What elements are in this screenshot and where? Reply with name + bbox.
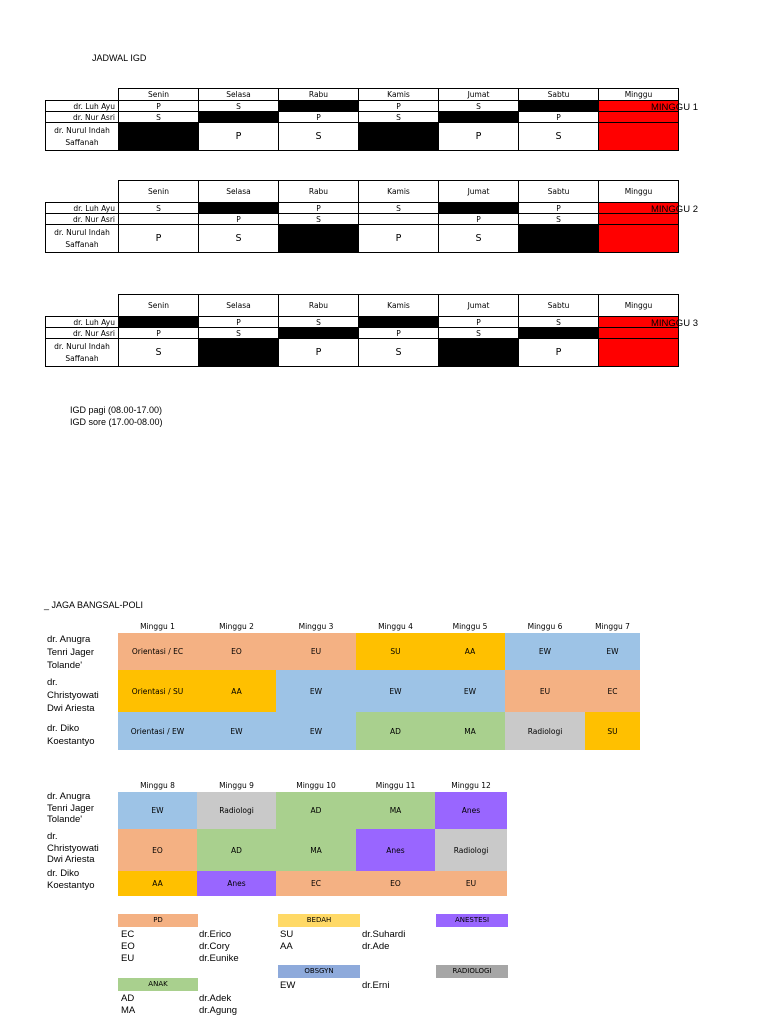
legend-obsgyn: OBSGYN [278, 965, 360, 978]
shift-cell: P [359, 225, 439, 253]
rotation-cell: AA [197, 670, 276, 712]
shift-cell: S [279, 317, 359, 328]
shift-cell: S [279, 123, 359, 151]
week-label: MINGGU 3 [651, 318, 698, 329]
shift-cell [119, 123, 199, 151]
week-header: Minggu 10 [296, 781, 336, 790]
shift-cell: S [199, 328, 279, 339]
day-header: Sabtu [519, 295, 599, 317]
jaga-table [118, 779, 507, 896]
shift-cell [599, 328, 679, 339]
jaga-doctor-name-line: dr. Diko [47, 868, 80, 879]
doctor-name [46, 339, 119, 367]
rotation-cell: EC [276, 871, 356, 896]
day-header: Selasa [199, 89, 279, 101]
day-header: Senin [119, 295, 199, 317]
jaga-doctor-name-line: Tolande' [47, 660, 83, 671]
jaga-doctor-name-line: dr. Anugra [47, 791, 91, 802]
shift-cell: S [439, 101, 519, 112]
shift-cell: P [119, 225, 199, 253]
shift-cell [199, 203, 279, 214]
rotation-cell: EW [197, 712, 276, 750]
rotation-cell: Orientasi / SU [118, 670, 197, 712]
table-row [118, 792, 507, 829]
shift-cell: S [439, 225, 519, 253]
doctor-name-line: dr. Nurul Indah [54, 227, 110, 237]
week-header: Minggu 4 [378, 622, 413, 631]
shift-cell [359, 317, 439, 328]
week-header: Minggu 8 [140, 781, 175, 790]
shift-cell [599, 339, 679, 367]
legend-radiologi: RADIOLOGI [436, 965, 508, 978]
doctor-name-line: dr. Nurul Indah [54, 341, 110, 351]
table-row [46, 123, 679, 151]
doctor-name: dr. Nur Asri [46, 328, 119, 339]
shift-cell: P [359, 101, 439, 112]
legend-anestesi: ANESTESI [436, 914, 508, 927]
shift-cell: P [279, 112, 359, 123]
rotation-cell: EO [197, 633, 276, 670]
jaga-doctor-name [47, 791, 94, 826]
igd-week-table [45, 180, 679, 253]
legend-bedah-doctor-2: dr.Ade [362, 941, 390, 952]
week-header: Minggu 3 [298, 622, 334, 631]
legend-obsgyn-code-1: EW [280, 980, 296, 991]
shift-cell: P [519, 203, 599, 214]
shift-cell [439, 339, 519, 367]
rotation-cell: Anes [197, 871, 276, 896]
jaga-doctor-name-line: Tenri Jager [47, 802, 94, 814]
rotation-cell: EO [118, 829, 197, 871]
corner-cell [46, 181, 119, 203]
rotation-cell: Radiologi [435, 829, 507, 871]
shift-cell: S [439, 328, 519, 339]
legend-pd-doctor-3: dr.Eunike [199, 953, 239, 964]
igd-note-sore: IGD sore (17.00-08.00) [70, 417, 163, 427]
jaga-title: _ JAGA BANGSAL-POLI [44, 600, 144, 610]
legend-pd-code-3: EU [121, 953, 135, 964]
table-row [46, 339, 679, 367]
rotation-cell: EW [356, 670, 435, 712]
legend-pd-code-1: EC [121, 929, 135, 940]
rotation-cell: Orientasi / EC [118, 633, 197, 670]
shift-cell [599, 214, 679, 225]
shift-cell: S [519, 214, 599, 225]
rotation-cell: EC [585, 670, 640, 712]
doctor-name-line: Saffanah [65, 239, 99, 249]
rotation-cell: EW [435, 670, 505, 712]
corner-cell [46, 89, 119, 101]
doctor-name [46, 225, 119, 253]
day-header: Jumat [439, 295, 519, 317]
igd-week-table [45, 294, 679, 367]
legend-anak: ANAK [118, 978, 198, 991]
table-row [118, 670, 640, 712]
shift-cell: S [199, 101, 279, 112]
shift-cell: S [119, 112, 199, 123]
rotation-cell: Radiologi [197, 792, 276, 829]
legend-pd-doctor-2: dr.Cory [199, 941, 230, 952]
shift-cell: P [199, 214, 279, 225]
shift-cell [439, 203, 519, 214]
day-header: Jumat [439, 89, 519, 101]
shift-cell: P [199, 123, 279, 151]
legend-pd-code-2: EO [121, 941, 135, 952]
jaga-doctor-name-line: dr. Diko [47, 723, 80, 734]
jaga-doctor-name-line: Tolande' [47, 814, 83, 825]
table-row [118, 829, 507, 871]
shift-cell [199, 339, 279, 367]
legend-anak-code-1: AD [121, 993, 135, 1004]
rotation-cell: AA [118, 871, 197, 896]
shift-cell: P [439, 123, 519, 151]
day-header: Selasa [199, 295, 279, 317]
shift-cell: P [279, 203, 359, 214]
shift-cell [599, 225, 679, 253]
day-header: Senin [119, 181, 199, 203]
rotation-cell: SU [356, 633, 435, 670]
doctor-name: dr. Nur Asri [46, 214, 119, 225]
igd-note-pagi: IGD pagi (08.00-17.00) [70, 405, 163, 415]
jaga-doctor-name [47, 722, 95, 748]
week-header: Minggu 7 [595, 622, 630, 631]
table-row [118, 712, 640, 750]
week-label: MINGGU 1 [651, 102, 698, 113]
rotation-cell: AA [435, 633, 505, 670]
legend-bedah-code-2: AA [280, 941, 293, 952]
corner-cell [46, 295, 119, 317]
shift-cell: S [279, 214, 359, 225]
day-header: Minggu [599, 89, 679, 101]
rotation-cell: MA [435, 712, 505, 750]
jaga-doctor-name [47, 868, 95, 891]
shift-cell [519, 328, 599, 339]
shift-cell: S [359, 203, 439, 214]
rotation-cell: Radiologi [505, 712, 585, 750]
shift-cell: P [439, 317, 519, 328]
legend-obsgyn-doctor-1: dr.Erni [362, 980, 390, 991]
rotation-cell: EW [118, 792, 197, 829]
rotation-cell: AD [197, 829, 276, 871]
week-header: Minggu 12 [451, 781, 491, 790]
jaga-doctor-name-line: dr. Anugra [47, 634, 91, 645]
rotation-cell: EW [276, 712, 356, 750]
shift-cell [119, 214, 199, 225]
doctor-name-line: Saffanah [65, 137, 99, 147]
table-row [118, 633, 640, 670]
shift-cell [279, 328, 359, 339]
legend-anak-doctor-1: dr.Adek [199, 993, 232, 1004]
shift-cell: P [359, 328, 439, 339]
shift-cell [519, 225, 599, 253]
shift-cell [359, 123, 439, 151]
jaga-doctor-name [47, 676, 99, 715]
table-row [46, 112, 679, 123]
table-row [46, 214, 679, 225]
day-header: Selasa [199, 181, 279, 203]
rotation-cell: AD [276, 792, 356, 829]
jaga-doctor-name-line: Tenri Jager [47, 647, 94, 658]
shift-cell [279, 101, 359, 112]
jaga-doctor-name [47, 831, 99, 866]
jaga-doctor-name-line: dr. [47, 831, 58, 842]
shift-cell [279, 225, 359, 253]
shift-cell [359, 214, 439, 225]
shift-cell: S [359, 339, 439, 367]
shift-cell: P [519, 339, 599, 367]
day-header: Kamis [359, 295, 439, 317]
table-row [46, 225, 679, 253]
day-header: Sabtu [519, 181, 599, 203]
legend-bedah-doctor-1: dr.Suhardi [362, 929, 406, 940]
doctor-name: dr. Nur Asri [46, 112, 119, 123]
shift-cell [519, 101, 599, 112]
jaga-doctor-name-line: dr. [47, 677, 58, 688]
rotation-cell: MA [356, 792, 435, 829]
shift-cell: S [199, 225, 279, 253]
legend-bedah-code-1: SU [280, 929, 294, 940]
jaga-doctor-name-line: Christyowati [47, 690, 99, 701]
week-header: Minggu 9 [219, 781, 254, 790]
shift-cell: P [119, 328, 199, 339]
jaga-doctor-name-line: Koestantyo [47, 736, 95, 747]
legend-pd: PD [118, 914, 198, 927]
legend-anak-doctor-2: dr.Agung [199, 1005, 238, 1016]
rotation-cell: EW [276, 670, 356, 712]
igd-title: JADWAL IGD [92, 53, 147, 63]
rotation-cell: EU [276, 633, 356, 670]
doctor-name [46, 123, 119, 151]
rotation-cell: EU [505, 670, 585, 712]
shift-cell: S [519, 123, 599, 151]
shift-cell: P [279, 339, 359, 367]
rotation-cell: MA [276, 829, 356, 871]
doctor-name-line: dr. Nurul Indah [54, 125, 110, 135]
table-row [46, 328, 679, 339]
doctor-name: dr. Luh Ayu [46, 101, 119, 112]
shift-cell: P [119, 101, 199, 112]
doctor-name-line: Saffanah [65, 353, 99, 363]
day-header: Rabu [279, 295, 359, 317]
week-header: Minggu 6 [527, 622, 563, 631]
shift-cell: S [119, 339, 199, 367]
week-header: Minggu 5 [452, 622, 488, 631]
doctor-name: dr. Luh Ayu [46, 203, 119, 214]
table-row [46, 101, 679, 112]
week-header: Minggu 1 [140, 622, 175, 631]
igd-week-table [45, 88, 679, 151]
shift-cell [599, 123, 679, 151]
jaga-doctor-name [47, 633, 94, 672]
table-row [118, 871, 507, 896]
day-header: Minggu [599, 181, 679, 203]
week-header: Minggu 2 [219, 622, 254, 631]
jaga-doctor-name-line: Dwi Ariesta [47, 854, 95, 865]
day-header: Rabu [279, 89, 359, 101]
day-header: Kamis [359, 181, 439, 203]
shift-cell: P [439, 214, 519, 225]
table-row [46, 317, 679, 328]
day-header: Rabu [279, 181, 359, 203]
shift-cell [599, 112, 679, 123]
jaga-table [118, 620, 640, 750]
rotation-cell: EU [435, 871, 507, 896]
day-header: Minggu [599, 295, 679, 317]
doctor-name: dr. Luh Ayu [46, 317, 119, 328]
week-label: MINGGU 2 [651, 204, 698, 215]
day-header: Kamis [359, 89, 439, 101]
jaga-title-text: JAGA BANGSAL-POLI [51, 600, 144, 610]
legend-bedah: BEDAH [278, 914, 360, 927]
shift-cell: P [519, 112, 599, 123]
day-header: Jumat [439, 181, 519, 203]
rotation-cell: EW [585, 633, 640, 670]
legend-pd-doctor-1: dr.Erico [199, 929, 232, 940]
day-header: Senin [119, 89, 199, 101]
shift-cell: S [119, 203, 199, 214]
day-header: Sabtu [519, 89, 599, 101]
rotation-cell: AD [356, 712, 435, 750]
table-row [46, 203, 679, 214]
jaga-doctor-name-line: Dwi Ariesta [47, 703, 95, 714]
jaga-doctor-name-line: Koestantyo [47, 879, 95, 891]
shift-cell [439, 112, 519, 123]
rotation-cell: EW [505, 633, 585, 670]
jaga-doctor-name-line: Christyowati [47, 842, 99, 854]
shift-cell: P [199, 317, 279, 328]
rotation-cell: EO [356, 871, 435, 896]
rotation-cell: Anes [435, 792, 507, 829]
shift-cell [119, 317, 199, 328]
week-header: Minggu 11 [375, 781, 416, 790]
shift-cell: S [359, 112, 439, 123]
shift-cell: S [519, 317, 599, 328]
rotation-cell: SU [585, 712, 640, 750]
shift-cell [199, 112, 279, 123]
rotation-cell: Orientasi / EW [118, 712, 197, 750]
rotation-cell: Anes [356, 829, 435, 871]
legend-anak-code-2: MA [121, 1005, 136, 1016]
